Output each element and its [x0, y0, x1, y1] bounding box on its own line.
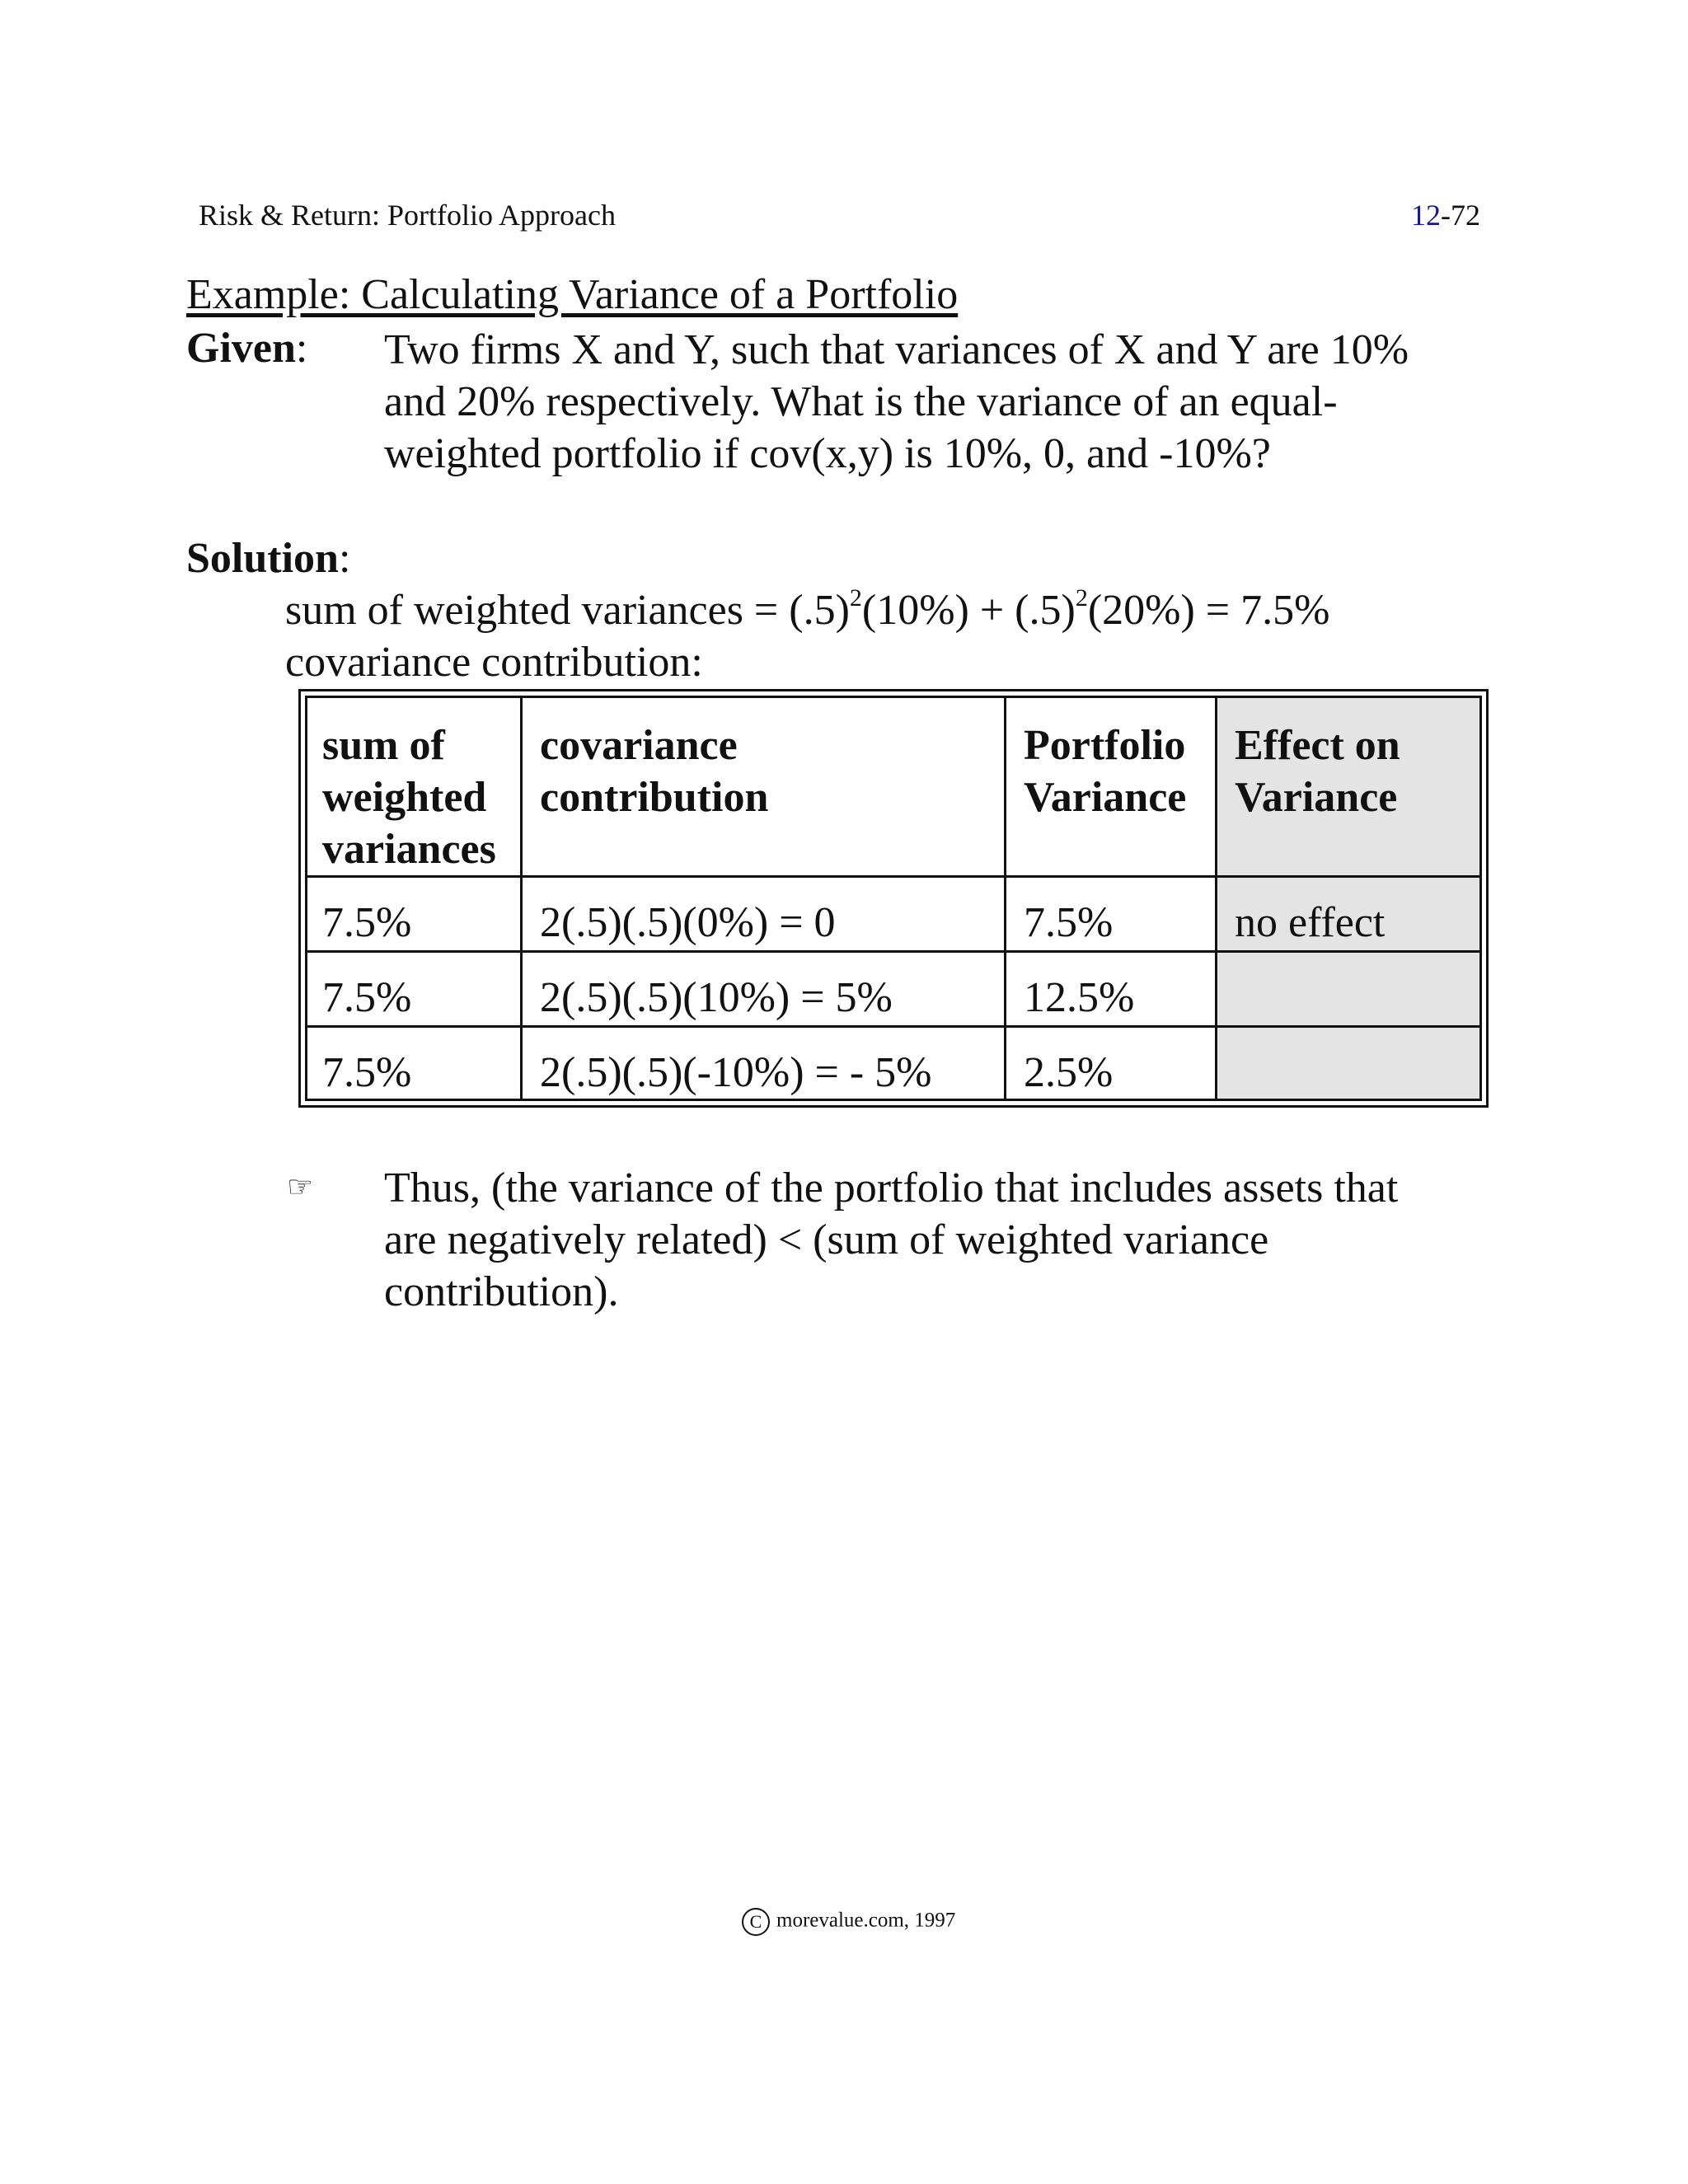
- header-portfolio-variance: Portfolio Variance: [1024, 722, 1187, 821]
- note-line: Thus, (the variance of the portfolio that includes assets that: [384, 1165, 1399, 1212]
- copyright-text: morevalue.com, 1997: [776, 1909, 956, 1932]
- solution-label: Solution:: [186, 535, 351, 582]
- column-divider: [1004, 697, 1006, 1099]
- header-covariance-contribution: covariance contribution: [540, 722, 769, 821]
- covariance-contribution-label: covariance contribution:: [285, 639, 703, 686]
- given-line: and 20% respectively. What is the variance of an equal-: [384, 378, 1338, 425]
- table-cell: 12.5%: [1024, 974, 1135, 1021]
- given-text: [384, 324, 1480, 480]
- running-header-title: Risk & Return: Portfolio Approach: [199, 199, 616, 232]
- header-effect-on-variance: Effect on Variance: [1235, 722, 1400, 821]
- table-cell: 7.5%: [322, 974, 412, 1021]
- note-line: are negatively related) < (sum of weighted variance: [384, 1216, 1269, 1263]
- table-cell: 7.5%: [322, 1049, 412, 1096]
- table-cell: 7.5%: [322, 899, 412, 946]
- conclusion-note: [384, 1162, 1497, 1318]
- row-divider: [307, 950, 1480, 953]
- row-divider: [307, 1025, 1480, 1028]
- header-sum-weighted-variances: sum of weighted variances: [322, 722, 496, 873]
- column-divider: [1215, 697, 1217, 1099]
- table-cell: 2.5%: [1024, 1049, 1114, 1096]
- given-label: Given:: [186, 325, 308, 372]
- copyright-footer: [742, 1908, 955, 1936]
- row-divider: [307, 875, 1480, 878]
- pointing-hand-icon: ☞: [287, 1170, 314, 1204]
- table-cell: 7.5%: [1024, 899, 1114, 946]
- given-line: weighted portfolio if cov(x,y) is 10%, 0, and -10%?: [384, 430, 1271, 477]
- weighted-variance-formula: sum of weighted variances = $(.5)^2(10\%) + (.5)^2(20\%) = 7.5\%$: [285, 584, 1330, 634]
- chapter-number: 12: [1411, 199, 1441, 232]
- table-cell: 2(.5)(.5)(0%) = 0: [540, 899, 836, 946]
- note-line: contribution).: [384, 1268, 619, 1315]
- column-divider: [520, 697, 523, 1099]
- table-cell: no effect: [1235, 899, 1386, 946]
- page-number: [1411, 198, 1480, 232]
- example-title: Example: Calculating Variance of a Portfolio: [186, 271, 959, 318]
- page-suffix: -72: [1441, 199, 1480, 232]
- table-cell: 2(.5)(.5)(10%) = 5%: [540, 974, 893, 1021]
- given-line: Two firms X and Y, such that variances of X and Y are 10%: [384, 326, 1409, 373]
- table-cell: 2(.5)(.5)(-10%) = - 5%: [540, 1049, 932, 1096]
- copyright-icon: C: [742, 1908, 770, 1936]
